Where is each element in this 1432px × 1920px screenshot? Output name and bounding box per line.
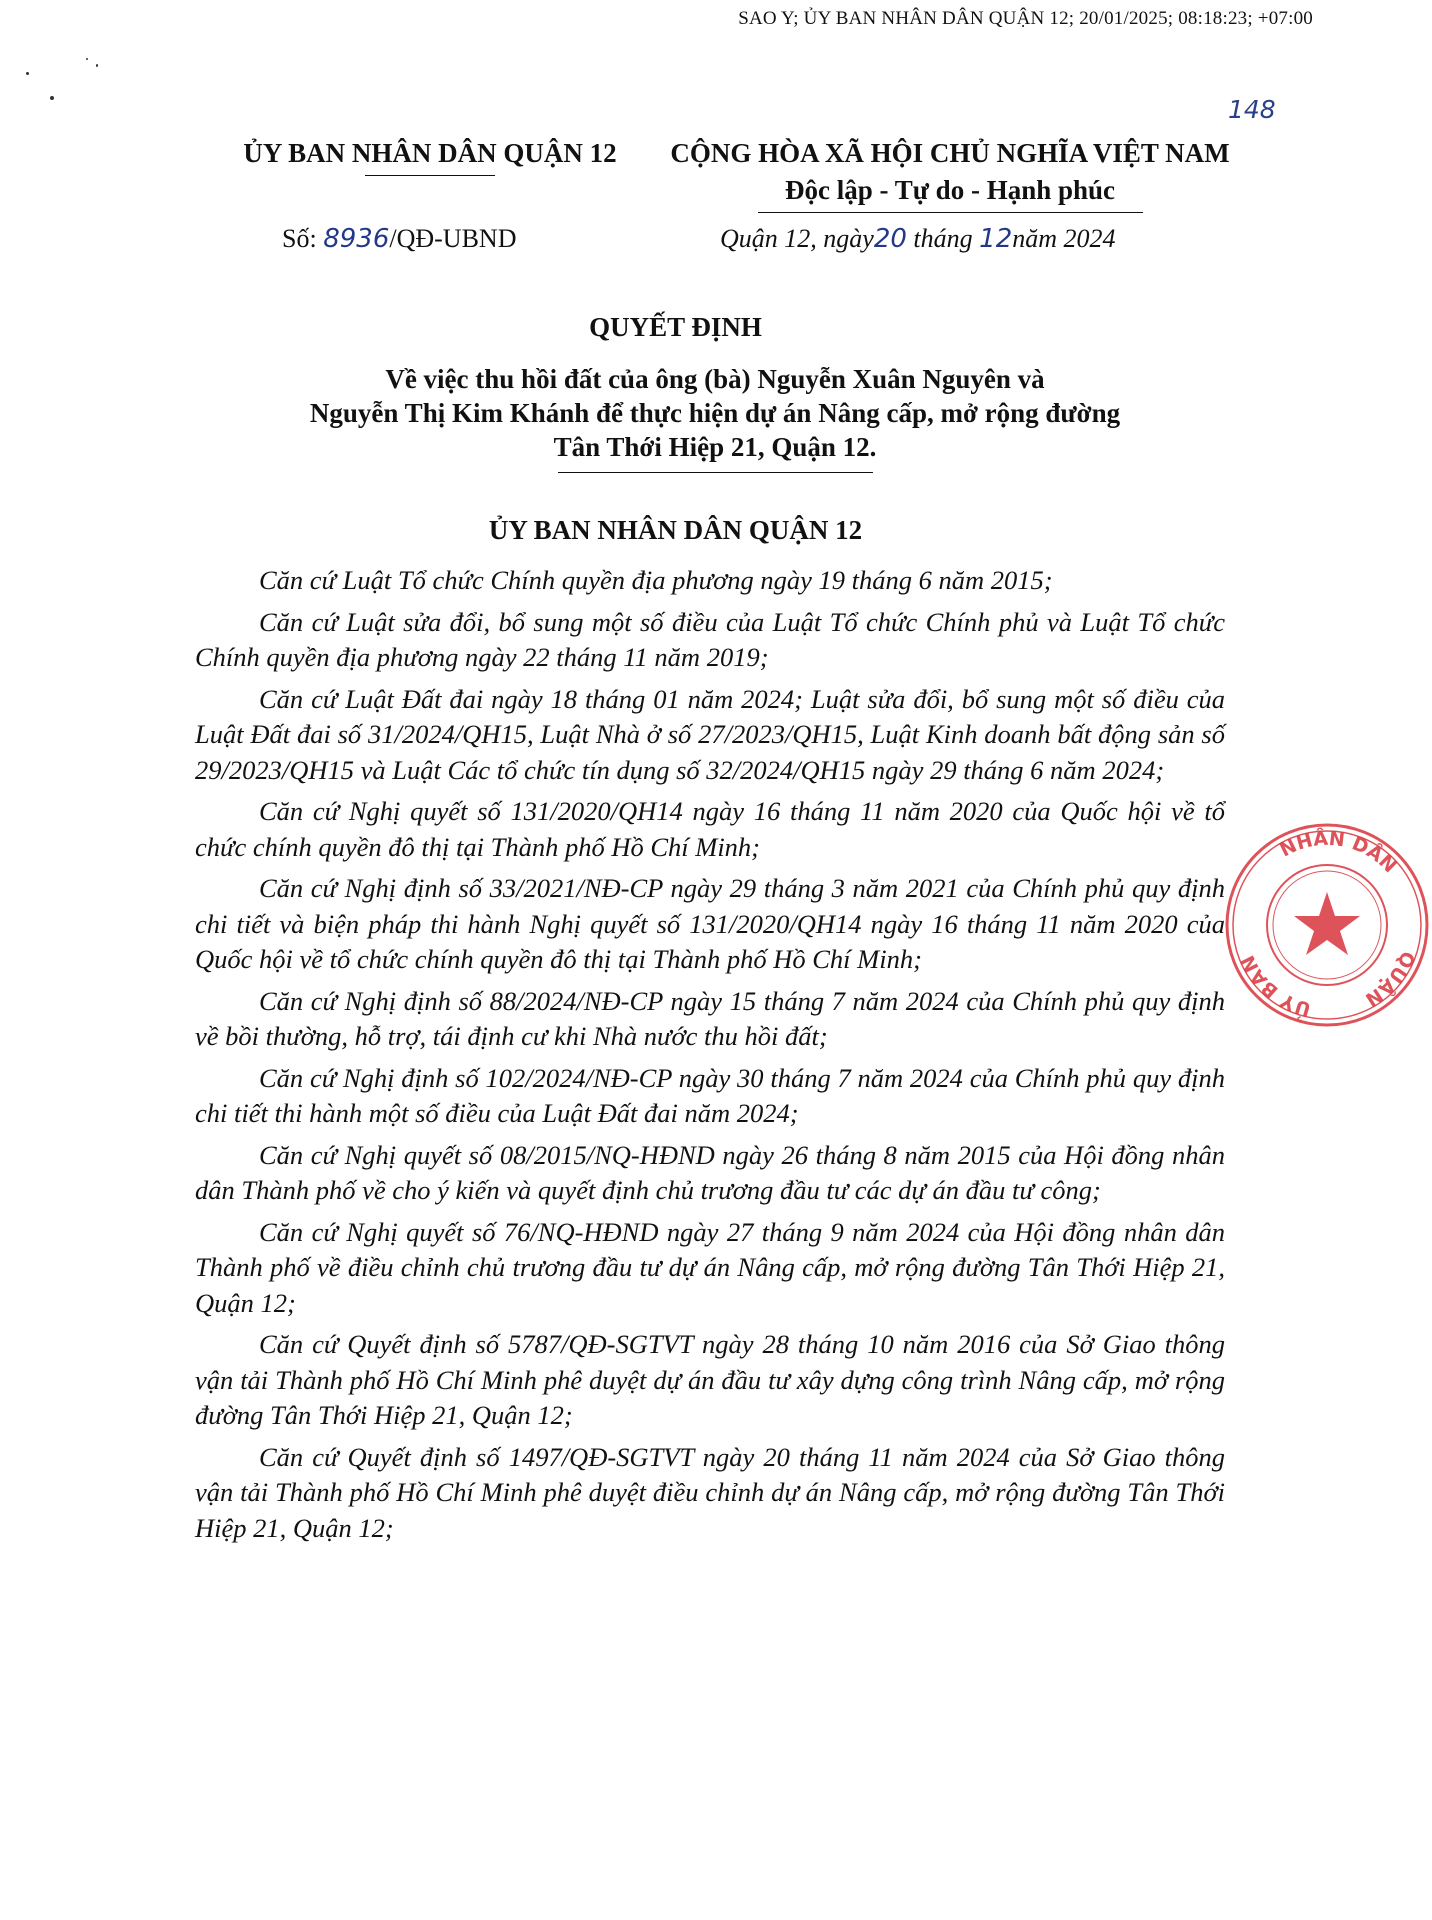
legal-basis-item: Căn cứ Nghị quyết số 76/NQ-HĐND ngày 27 tháng 9 năm 2024 của Hội đồng nhân dân Thành phố về điều chỉnh chủ trương đầu tư dự án Nâng cấp, mở rộng đường Tân Thới Hiệp 21, Quận 12;	[195, 1216, 1225, 1318]
legal-basis-item: Căn cứ Luật sửa đổi, bổ sung một số điều của Luật Tổ chức Chính phủ và Luật Tổ chức Chính quyền địa phương ngày 22 tháng 11 năm 2019;	[195, 606, 1225, 672]
seal-text-left: NHÂN DÂN	[1276, 827, 1401, 878]
date-middle: tháng	[906, 224, 980, 253]
legal-basis-item: Căn cứ Quyết định số 5787/QĐ-SGTVT ngày 28 tháng 10 năm 2016 của Sở Giao thông vận tải Thành phố Hồ Chí Minh phê duyệt dự án đầu tư xây dựng công trình Nâng cấp, mở rộng đường Tân Thới Hiệp 21, Quận 12;	[195, 1329, 1225, 1430]
copy-certification-stamp: SAO Y; ỦY BAN NHÂN DÂN QUẬN 12; 20/01/2025; 08:18:23; +07:00	[738, 8, 1313, 29]
legal-basis-item: Căn cứ Nghị định số 33/2021/NĐ-CP ngày 29 tháng 3 năm 2021 của Chính phủ quy định chi tiết và biện pháp thi hành Nghị quyết số 131/2020/QH14 ngày 16 tháng 11 năm 2020 của Quốc hội về tổ chức chính quyền đô thị tại Thành phố Hồ Chí Minh;	[195, 873, 1225, 974]
subject-line: Nguyễn Thị Kim Khánh để thực hiện dự án Nâng cấp, mở rộng đường	[309, 398, 1121, 428]
legal-basis-item: Căn cứ Luật Đất đai ngày 18 tháng 01 năm 2024; Luật sửa đổi, bổ sung một số điều của Luật Đất đai số 31/2024/QH15, Luật Nhà ở số 27/2023/QH15, Luật Kinh doanh bất động sản số 29/2023/QH15 và Luật Các tổ chức tín dụng số 32/2024/QH15 ngày 29 tháng 6 năm 2024;	[195, 683, 1225, 785]
agency-name: ỦY BAN NHÂN DÂN QUẬN 12	[243, 138, 617, 168]
legal-basis-item: Căn cứ Nghị quyết số 08/2015/NQ-HĐND ngày 26 tháng 8 năm 2015 của Hội đồng nhân dân Thành phố về cho ý kiến và quyết định chủ trương đầu tư các dự án đầu tư công;	[195, 1139, 1225, 1205]
legal-basis-item: Căn cứ Quyết định số 1497/QĐ-SGTVT ngày 20 tháng 11 năm 2024 của Sở Giao thông vận tải Thành phố Hồ Chí Minh phê duyệt điều chỉnh dự án Nâng cấp, mở rộng đường Tân Thới Hiệp 21, Quận 12;	[195, 1441, 1225, 1543]
document-number-prefix: Số:	[282, 224, 324, 253]
document-title: QUYẾT ĐỊNH	[589, 312, 762, 342]
subject-underline	[558, 472, 873, 473]
subject-line: Tân Thới Hiệp 21, Quận 12.	[553, 432, 877, 462]
seal-text-top: QUẬN	[1361, 947, 1420, 1011]
seal-text-bottom: ỦY BAN	[1236, 951, 1314, 1021]
handwritten-page-number: 148	[1228, 95, 1276, 124]
official-red-seal	[1222, 820, 1432, 1030]
issuing-authority: ỦY BAN NHÂN DÂN QUẬN 12	[488, 515, 863, 545]
handwritten-month: 12	[979, 224, 1013, 254]
scan-speck	[96, 64, 98, 67]
legal-bases	[195, 563, 1225, 1552]
handwritten-document-number: 8936	[323, 224, 390, 254]
national-motto: Độc lập - Tự do - Hạnh phúc	[784, 175, 1116, 205]
nation-name: CỘNG HÒA XÃ HỘI CHỦ NGHĨA VIỆT NAM	[670, 138, 1230, 168]
document-number	[282, 224, 516, 254]
subject-line: Về việc thu hồi đất của ông (bà) Nguyễn Xuân Nguyên và	[385, 364, 1045, 394]
seal-emblem-star-icon	[1294, 892, 1360, 955]
issue-date	[720, 224, 1116, 254]
scan-speck	[86, 58, 88, 60]
handwritten-day: 20	[873, 224, 907, 254]
document-subject	[200, 362, 1230, 473]
legal-basis-item: Căn cứ Luật Tổ chức Chính quyền địa phương ngày 19 tháng 6 năm 2015;	[259, 565, 1053, 595]
national-header	[630, 138, 1270, 213]
date-suffix: năm 2024	[1012, 224, 1116, 253]
legal-basis-item: Căn cứ Nghị quyết số 131/2020/QH14 ngày 16 tháng 11 năm 2020 của Quốc hội về tổ chức chính quyền đô thị tại Thành phố Hồ Chí Minh;	[195, 796, 1225, 862]
agency-underline	[365, 175, 495, 176]
agency-header	[200, 138, 660, 176]
legal-basis-item: Căn cứ Nghị định số 88/2024/NĐ-CP ngày 15 tháng 7 năm 2024 của Chính phủ quy định về bồi thường, hỗ trợ, tái định cư khi Nhà nước thu hồi đất;	[195, 985, 1225, 1051]
date-prefix: Quận 12, ngày	[720, 224, 874, 253]
scan-speck	[50, 96, 54, 100]
legal-basis-item: Căn cứ Nghị định số 102/2024/NĐ-CP ngày 30 tháng 7 năm 2024 của Chính phủ quy định chi tiết thi hành một số điều của Luật Đất đai năm 2024;	[195, 1062, 1225, 1128]
motto-underline	[758, 212, 1143, 213]
scan-speck	[26, 72, 29, 75]
document-number-suffix: /QĐ-UBND	[389, 224, 517, 253]
